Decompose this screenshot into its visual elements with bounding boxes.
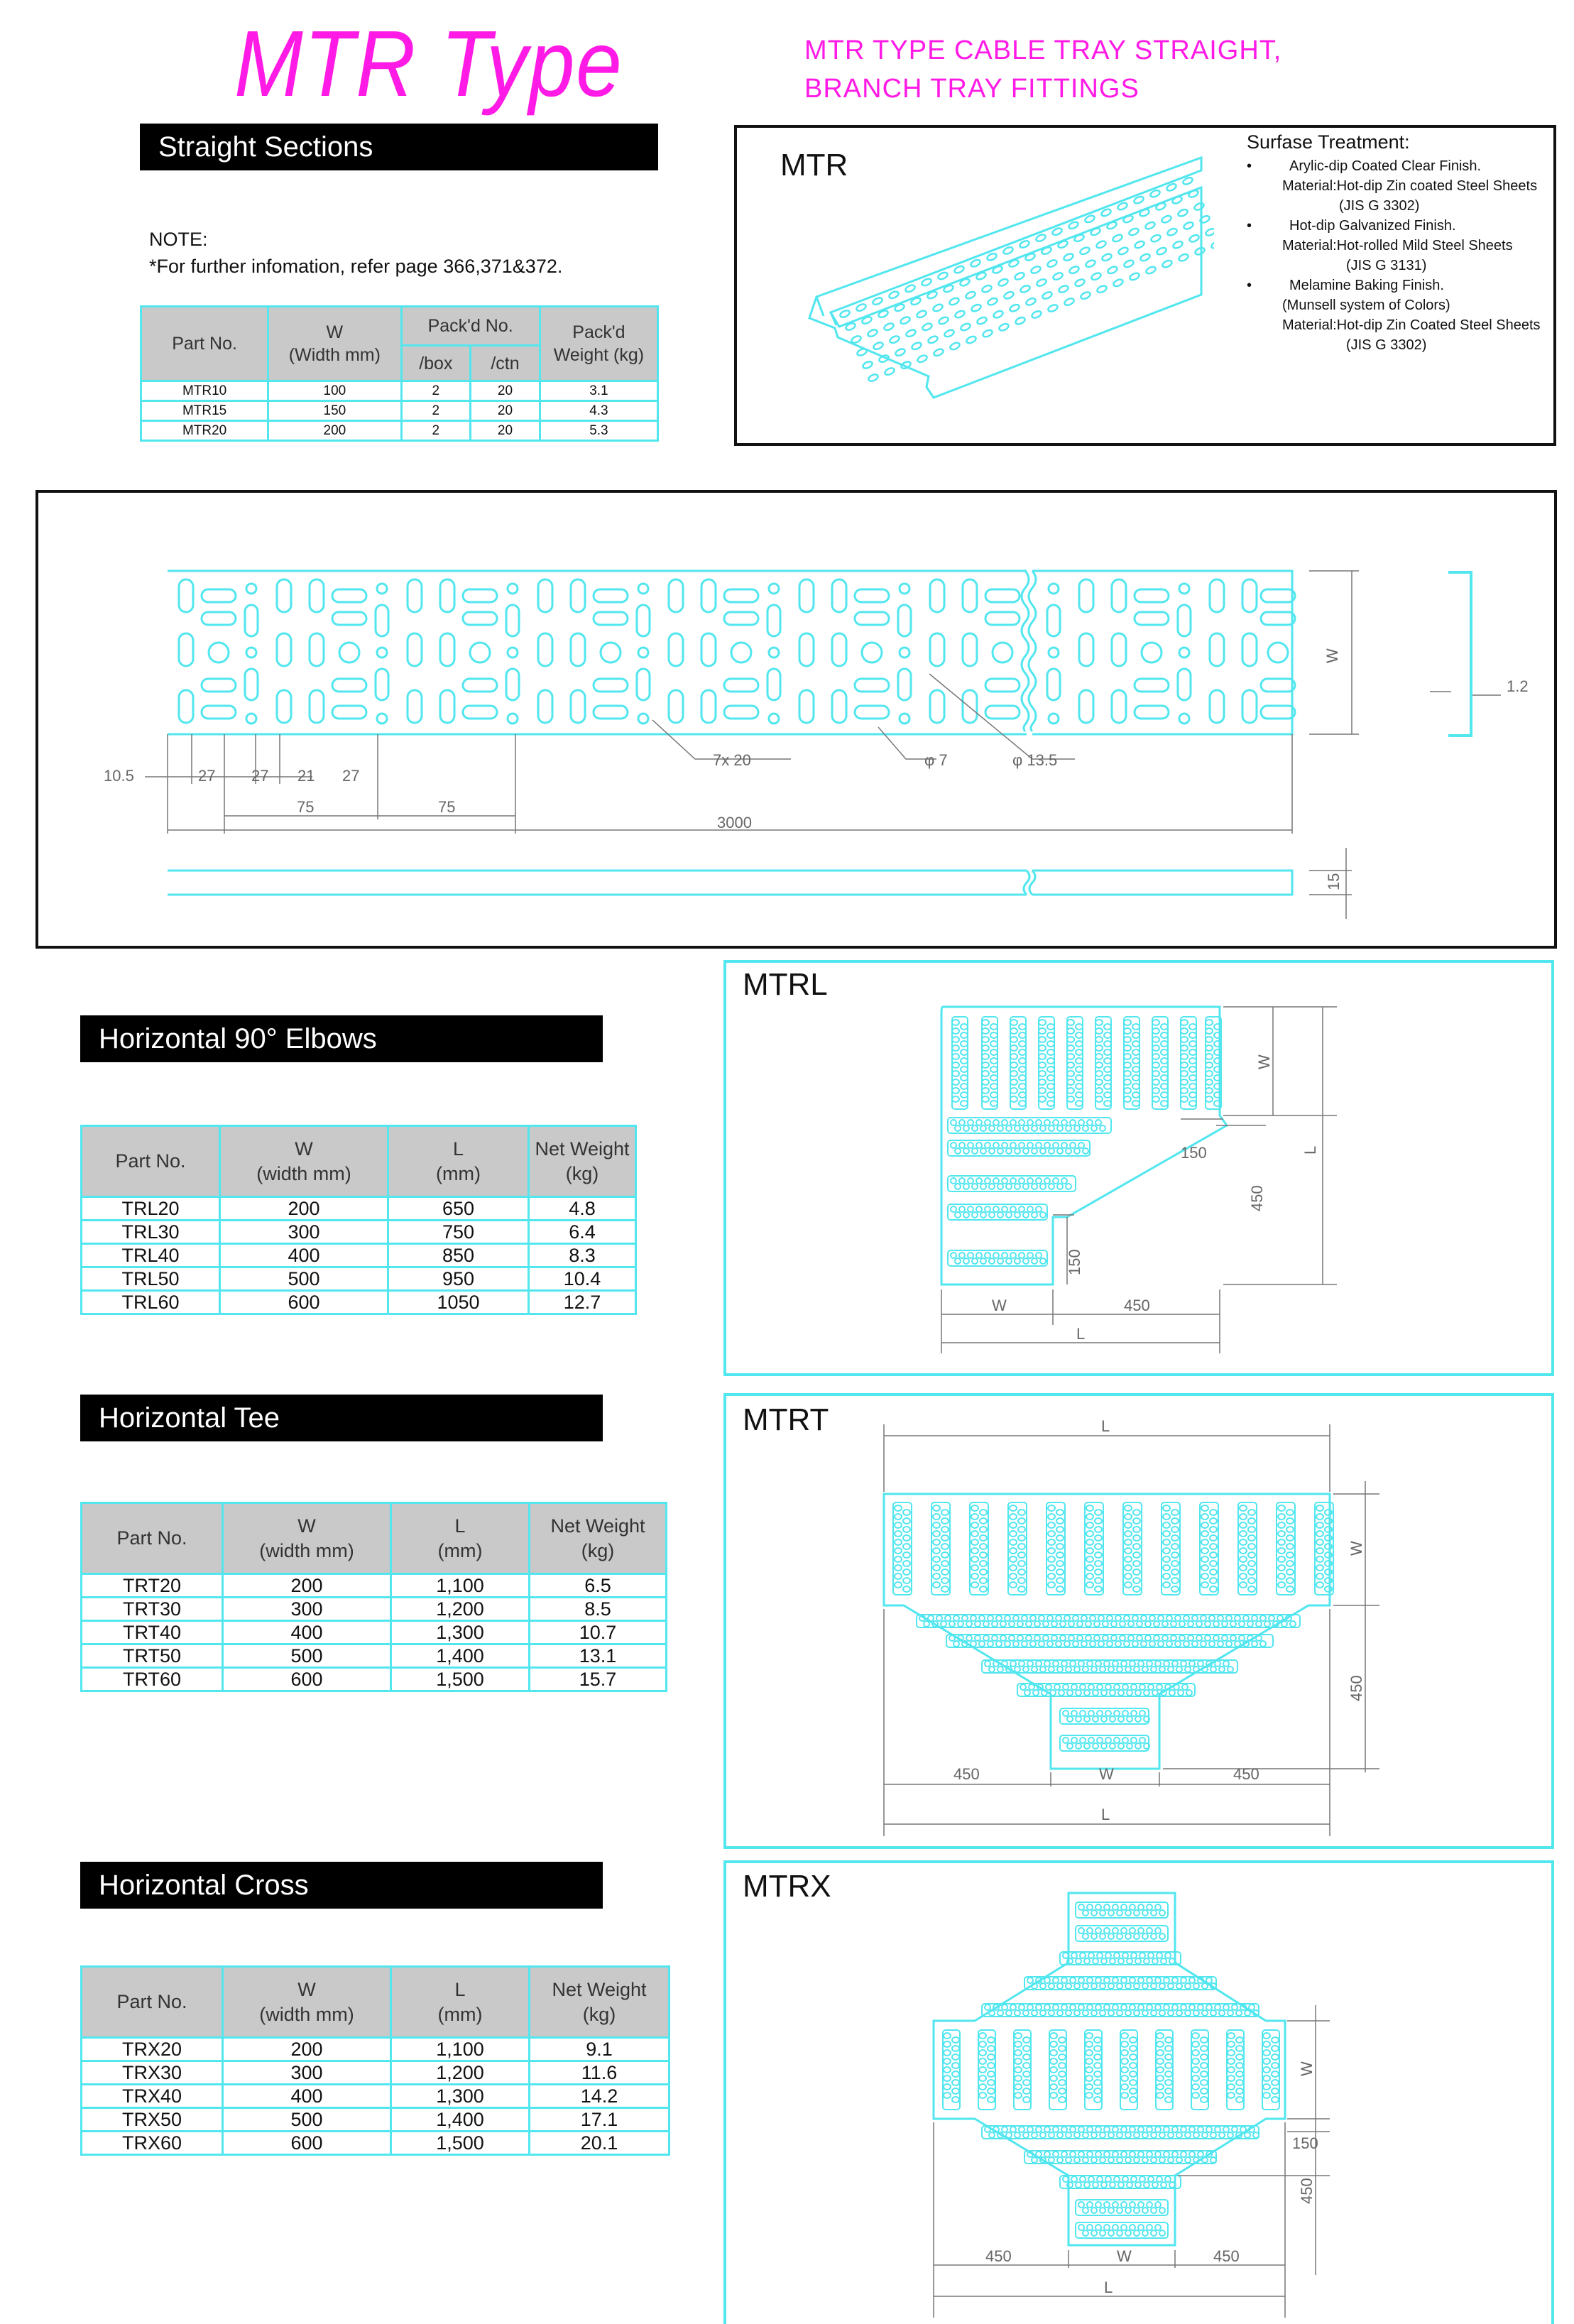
dim-75-b: 75 bbox=[438, 798, 456, 816]
mtrl-dim-bottom-450: 450 bbox=[1124, 1297, 1150, 1314]
table-cell: 1,200 bbox=[391, 1598, 530, 1621]
table-cell: TRX60 bbox=[82, 2132, 223, 2155]
table-cell: MTR20 bbox=[141, 421, 268, 441]
surface-title: Surfase Treatment: bbox=[1247, 131, 1410, 153]
subtitle-line-1: MTR TYPE CABLE TRAY STRAIGHT, bbox=[804, 36, 1282, 65]
table-cell: 5.3 bbox=[540, 421, 657, 441]
table-row bbox=[141, 421, 658, 441]
table-cell: 300 bbox=[223, 1598, 391, 1621]
table-cell: 8.5 bbox=[530, 1598, 667, 1621]
table-cell: 9.1 bbox=[530, 2038, 670, 2061]
table-cell: 2 bbox=[401, 401, 471, 421]
table-cell: 10.7 bbox=[530, 1621, 667, 1644]
table-row bbox=[82, 1644, 667, 1668]
table-cell: 1,200 bbox=[391, 2061, 530, 2085]
table-cell: 1,500 bbox=[391, 2132, 530, 2155]
table-cell: TRL40 bbox=[82, 1244, 220, 1267]
section-band-elbows: Horizontal 90° Elbows bbox=[80, 1015, 603, 1062]
table-cell: 20.1 bbox=[530, 2132, 670, 2155]
mtr-panel-label: MTR bbox=[780, 148, 848, 182]
cross-table bbox=[80, 1965, 670, 2156]
mtrl-dim-w: W bbox=[1255, 1054, 1273, 1069]
table-cell: MTR10 bbox=[141, 381, 268, 401]
table-cell: 300 bbox=[220, 1221, 388, 1244]
surface-item-1: • Arylic-dip Coated Clear Finish. Material:Hot-dip Zin coated Steel Sheets (JIS G 3302) bbox=[1247, 158, 1538, 214]
col-header-packd-no: Pack'd No. bbox=[401, 307, 540, 346]
table-cell: 8.3 bbox=[529, 1244, 636, 1267]
mtrt-drawing bbox=[726, 1396, 1551, 1846]
table-cell: 1,300 bbox=[391, 1621, 530, 1644]
mtrt-dim-bottom-w: W bbox=[1099, 1765, 1114, 1783]
dim-27-a: 27 bbox=[198, 767, 216, 785]
table-row bbox=[82, 1244, 636, 1267]
mtrt-dim-bottom-l: L bbox=[1101, 1806, 1110, 1823]
table-row bbox=[82, 1621, 667, 1644]
table-cell: 20 bbox=[471, 401, 540, 421]
page-title: MTR Type bbox=[234, 11, 623, 116]
table-row bbox=[141, 401, 658, 421]
table-row bbox=[82, 1598, 667, 1621]
table-cell: 500 bbox=[223, 2108, 391, 2132]
table-cell: 500 bbox=[223, 1644, 391, 1668]
table-row bbox=[82, 2061, 670, 2085]
table-cell: 13.1 bbox=[530, 1644, 667, 1668]
table-cell: 950 bbox=[388, 1267, 529, 1291]
table-cell: 4.8 bbox=[529, 1197, 636, 1221]
note-heading: NOTE: bbox=[149, 229, 208, 250]
table-cell: 6.5 bbox=[530, 1574, 667, 1598]
mtrt-dim-bottom-450-b: 450 bbox=[1233, 1765, 1259, 1783]
mtrx-dim-150: 150 bbox=[1292, 2134, 1318, 2152]
table-row bbox=[82, 2132, 670, 2155]
table-cell: TRT40 bbox=[82, 1621, 223, 1644]
table-cell: TRX50 bbox=[82, 2108, 223, 2132]
table-cell: 2 bbox=[401, 381, 471, 401]
col-header-net-weight: Net Weight (kg) bbox=[529, 1126, 636, 1197]
table-cell: TRL30 bbox=[82, 1221, 220, 1244]
table-cell: 200 bbox=[220, 1197, 388, 1221]
surface-treatment bbox=[1247, 132, 1541, 355]
mtrx-dim-bottom-450-b: 450 bbox=[1213, 2247, 1240, 2265]
surface-item-3: • Melamine Baking Finish. (Munsell system of Colors) Material:Hot-dip Zin Coated Steel Sheets (JIS G 3302) bbox=[1247, 278, 1541, 353]
col-header-box: /box bbox=[401, 346, 471, 381]
mtrx-dim-bottom-l: L bbox=[1104, 2279, 1113, 2296]
table-cell: 650 bbox=[388, 1197, 529, 1221]
dim-hole-7: φ 7 bbox=[924, 751, 948, 769]
table-cell: 1,100 bbox=[391, 1574, 530, 1598]
table-cell: 400 bbox=[223, 2085, 391, 2108]
mtrl-drawing bbox=[726, 963, 1551, 1373]
table-cell: 20 bbox=[471, 421, 540, 441]
table-cell: 1050 bbox=[388, 1291, 529, 1314]
mtrl-dim-450: 450 bbox=[1248, 1185, 1266, 1211]
table-cell: 1,100 bbox=[391, 2038, 530, 2061]
mtrx-dim-450: 450 bbox=[1298, 2178, 1316, 2204]
table-cell: 100 bbox=[268, 381, 401, 401]
section-band-cross: Horizontal Cross bbox=[80, 1862, 603, 1909]
mtrl-dim-150-b: 150 bbox=[1066, 1249, 1083, 1275]
page-subtitle bbox=[804, 31, 1281, 108]
table-cell: TRX20 bbox=[82, 2038, 223, 2061]
mtrx-drawing bbox=[726, 1863, 1551, 2324]
note-text: *For further infomation, refer page 366,371&372. bbox=[149, 256, 563, 277]
dim-w: W bbox=[1323, 648, 1341, 663]
table-cell: 15.7 bbox=[530, 1668, 667, 1691]
col-header-length: L (mm) bbox=[391, 1967, 530, 2038]
dim-slot: 7x 20 bbox=[713, 751, 751, 769]
table-cell: TRT20 bbox=[82, 1574, 223, 1598]
mtr-tray-perspective-drawing bbox=[795, 142, 1214, 412]
mtrl-dim-bottom-w: W bbox=[992, 1297, 1007, 1314]
elbows-table bbox=[80, 1125, 637, 1315]
col-header-width: W (width mm) bbox=[223, 1967, 391, 2038]
table-row bbox=[82, 1197, 636, 1221]
table-row bbox=[82, 2108, 670, 2132]
table-row bbox=[141, 381, 658, 401]
note bbox=[149, 226, 562, 280]
col-header-part: Part No. bbox=[82, 1503, 223, 1574]
mtrl-dim-bottom-l: L bbox=[1076, 1325, 1086, 1343]
table-cell: TRT50 bbox=[82, 1644, 223, 1668]
table-cell: 10.4 bbox=[529, 1267, 636, 1291]
table-cell: 400 bbox=[223, 1621, 391, 1644]
table-cell: 600 bbox=[223, 2132, 391, 2155]
table-row bbox=[82, 1574, 667, 1598]
table-row bbox=[82, 1668, 667, 1691]
table-cell: TRL50 bbox=[82, 1267, 220, 1291]
mtrt-dim-450: 450 bbox=[1348, 1675, 1365, 1701]
table-cell: 11.6 bbox=[530, 2061, 670, 2085]
table-cell: 500 bbox=[220, 1267, 388, 1291]
dim-10-5: 10.5 bbox=[104, 767, 134, 785]
table-cell: 600 bbox=[220, 1291, 388, 1314]
mtrl-dim-l: L bbox=[1301, 1145, 1319, 1155]
table-cell: 1,300 bbox=[391, 2085, 530, 2108]
table-cell: TRL60 bbox=[82, 1291, 220, 1314]
section-band-tee: Horizontal Tee bbox=[80, 1395, 603, 1441]
dim-21: 21 bbox=[297, 767, 315, 785]
mtrt-dim-bottom-450-a: 450 bbox=[953, 1765, 980, 1783]
dim-thickness: 1.2 bbox=[1507, 677, 1529, 695]
col-header-width: W (width mm) bbox=[223, 1503, 391, 1574]
table-cell: 400 bbox=[220, 1244, 388, 1267]
table-cell: 12.7 bbox=[529, 1291, 636, 1314]
mtrx-panel-label: MTRX bbox=[743, 1869, 831, 1904]
col-header-ctn: /ctn bbox=[471, 346, 540, 381]
table-row bbox=[82, 2085, 670, 2108]
table-cell: 850 bbox=[388, 1244, 529, 1267]
col-header-length: L (mm) bbox=[388, 1126, 529, 1197]
dim-hole-13-5: φ 13.5 bbox=[1012, 751, 1058, 769]
table-cell: TRT60 bbox=[82, 1668, 223, 1691]
mtrx-dim-w: W bbox=[1298, 2061, 1316, 2076]
col-header-part: Part No. bbox=[82, 1126, 220, 1197]
col-header-net-weight: Net Weight (kg) bbox=[530, 1503, 667, 1574]
table-cell: 300 bbox=[223, 2061, 391, 2085]
table-cell: 750 bbox=[388, 1221, 529, 1244]
table-cell: TRT30 bbox=[82, 1598, 223, 1621]
mtrx-dim-bottom-w: W bbox=[1117, 2247, 1132, 2265]
table-cell: 150 bbox=[268, 401, 401, 421]
dim-27-b: 27 bbox=[251, 767, 269, 785]
table-cell: 1,400 bbox=[391, 2108, 530, 2132]
col-header-part: Part No. bbox=[82, 1967, 223, 2038]
table-cell: 4.3 bbox=[540, 401, 657, 421]
table-row bbox=[82, 1221, 636, 1244]
section-band-straight: Straight Sections bbox=[140, 124, 658, 170]
table-cell: 2 bbox=[401, 421, 471, 441]
mtrx-dim-bottom-450-a: 450 bbox=[985, 2247, 1012, 2265]
table-cell: 14.2 bbox=[530, 2085, 670, 2108]
table-row bbox=[82, 2038, 670, 2061]
table-row bbox=[82, 1291, 636, 1314]
table-cell: 20 bbox=[471, 381, 540, 401]
mtrl-panel-label: MTRL bbox=[743, 967, 828, 1002]
table-cell: 1,500 bbox=[391, 1668, 530, 1691]
table-cell: 200 bbox=[268, 421, 401, 441]
col-header-length: L (mm) bbox=[391, 1503, 530, 1574]
mtrt-dim-w: W bbox=[1348, 1541, 1365, 1556]
table-cell: 3.1 bbox=[540, 381, 657, 401]
table-row bbox=[82, 1267, 636, 1291]
straight-sections-table bbox=[140, 305, 659, 442]
table-cell: 17.1 bbox=[530, 2108, 670, 2132]
dimension-drawing bbox=[38, 493, 1554, 946]
dim-75-a: 75 bbox=[297, 798, 315, 816]
subtitle-line-2: BRANCH TRAY FITTINGS bbox=[804, 74, 1139, 104]
table-cell: MTR15 bbox=[141, 401, 268, 421]
surface-item-2: • Hot-dip Galvanized Finish. Material:Hot-rolled Mild Steel Sheets (JIS G 3131) bbox=[1247, 218, 1513, 273]
mtrt-panel-label: MTRT bbox=[743, 1402, 829, 1437]
mtrt-dim-top-l: L bbox=[1101, 1417, 1110, 1435]
col-header-width: W (Width mm) bbox=[268, 307, 401, 381]
dim-3000: 3000 bbox=[717, 814, 752, 831]
table-cell: TRX40 bbox=[82, 2085, 223, 2108]
col-header-part: Part No. bbox=[141, 307, 268, 381]
tee-table bbox=[80, 1502, 667, 1692]
col-header-width: W (width mm) bbox=[220, 1126, 388, 1197]
table-cell: 1,400 bbox=[391, 1644, 530, 1668]
mtrl-dim-150-a: 150 bbox=[1181, 1144, 1207, 1162]
col-header-net-weight: Net Weight (kg) bbox=[530, 1967, 670, 2038]
dim-height: 15 bbox=[1325, 873, 1343, 890]
table-cell: 200 bbox=[223, 1574, 391, 1598]
table-cell: 200 bbox=[223, 2038, 391, 2061]
table-cell: 600 bbox=[223, 1668, 391, 1691]
table-cell: TRL20 bbox=[82, 1197, 220, 1221]
dim-27-c: 27 bbox=[342, 767, 360, 785]
col-header-packd-weight: Pack'd Weight (kg) bbox=[540, 307, 657, 381]
table-cell: TRX30 bbox=[82, 2061, 223, 2085]
table-cell: 6.4 bbox=[529, 1221, 636, 1244]
